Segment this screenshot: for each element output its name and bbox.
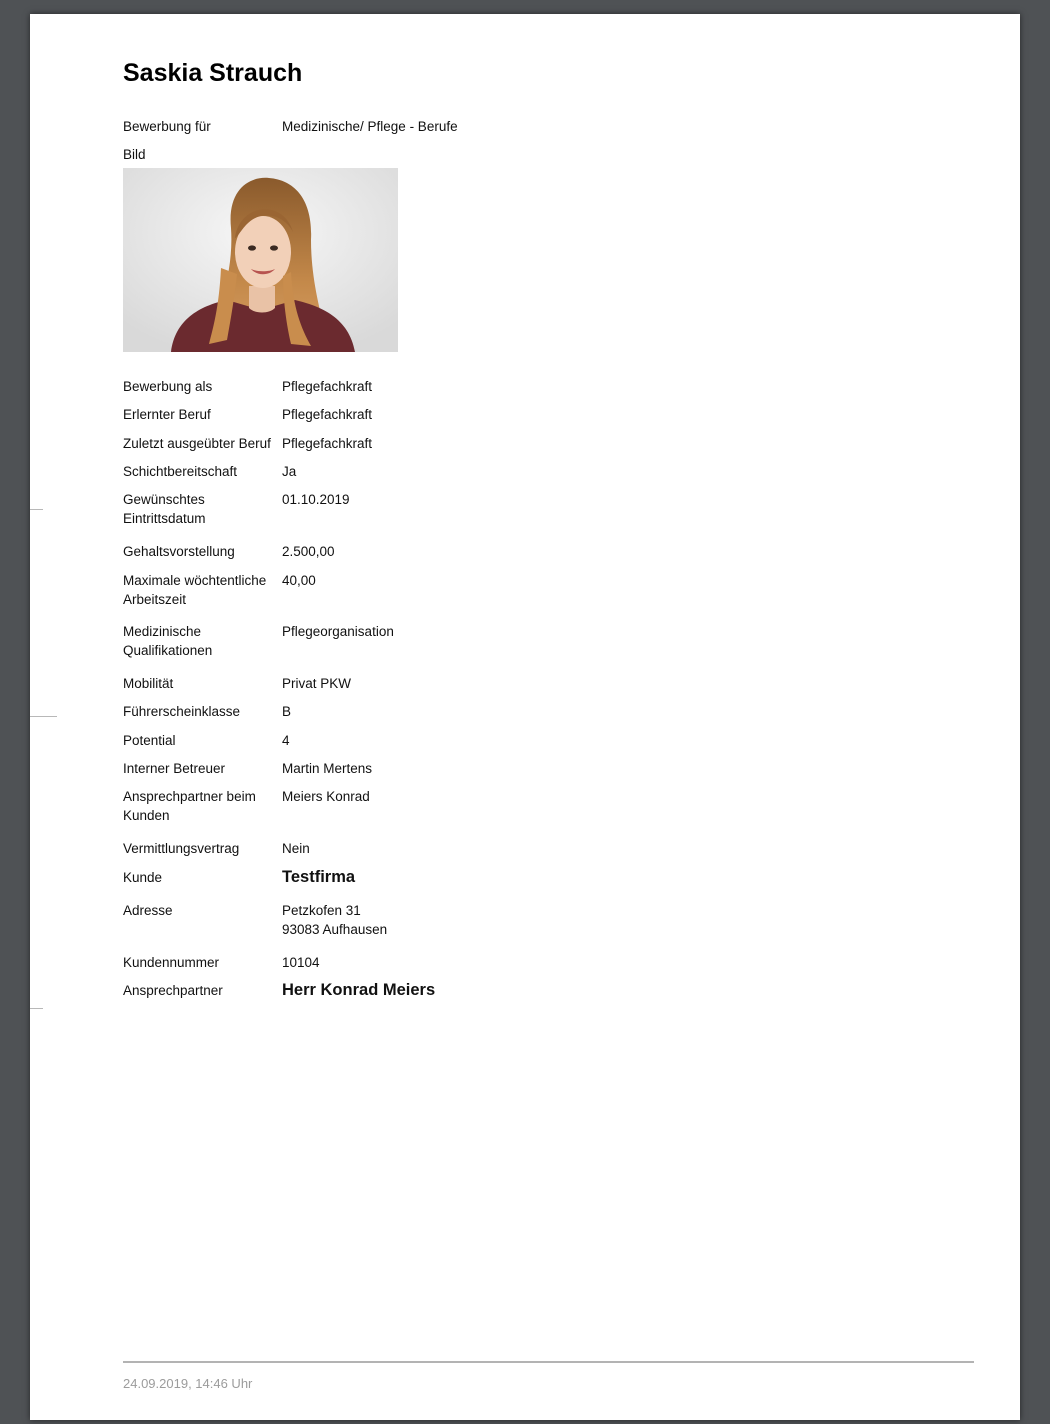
field-value: Privat PKW bbox=[282, 676, 352, 691]
footer-timestamp: 24.09.2019, 14:46 Uhr bbox=[123, 1376, 253, 1391]
field-value: 40,00 bbox=[282, 573, 316, 588]
field-value: Martin Mertens bbox=[282, 761, 373, 776]
field-value: Medizinische/ Pflege - Berufe bbox=[282, 119, 458, 134]
address-city: 93083 Aufhausen bbox=[282, 922, 388, 937]
field-value: Ja bbox=[282, 464, 297, 479]
address-street: Petzkofen 31 bbox=[282, 903, 361, 918]
field-label: Adresse bbox=[123, 903, 173, 918]
field-label bbox=[123, 622, 273, 660]
field-value: 10104 bbox=[282, 955, 320, 970]
field-label-line: Medizinische bbox=[123, 624, 202, 639]
field-label: Potential bbox=[123, 733, 176, 748]
field-value bbox=[282, 901, 387, 939]
field-label: Erlernter Beruf bbox=[123, 407, 211, 422]
field-label: Mobilität bbox=[123, 676, 174, 691]
crop-mark bbox=[30, 509, 43, 510]
field-value: 01.10.2019 bbox=[282, 492, 350, 507]
field-label bbox=[123, 490, 273, 528]
document-page bbox=[30, 14, 1020, 1420]
field-label bbox=[123, 571, 273, 609]
field-value: 4 bbox=[282, 733, 290, 748]
field-label: Zuletzt ausgeübter Beruf bbox=[123, 436, 271, 451]
field-label: Bewerbung als bbox=[123, 379, 213, 394]
field-value: Meiers Konrad bbox=[282, 789, 370, 804]
customer-name: Testfirma bbox=[282, 868, 356, 886]
crop-mark bbox=[30, 1008, 43, 1009]
field-label-line: Kunden bbox=[123, 808, 170, 823]
field-label: Gehaltsvorstellung bbox=[123, 544, 235, 559]
field-value: Pflegefachkraft bbox=[282, 407, 373, 422]
field-label: Kunde bbox=[123, 870, 163, 885]
field-value: B bbox=[282, 704, 292, 719]
field-label: Bewerbung für bbox=[123, 119, 211, 134]
field-label: Bild bbox=[123, 147, 146, 162]
page-title: Saskia Strauch bbox=[123, 59, 303, 87]
field-value: Nein bbox=[282, 841, 310, 856]
field-label: Interner Betreuer bbox=[123, 761, 226, 776]
field-label-line: Qualifikationen bbox=[123, 643, 213, 658]
field-label: Kundennummer bbox=[123, 955, 220, 970]
field-label-line: Eintrittsdatum bbox=[123, 511, 206, 526]
field-label bbox=[123, 787, 273, 825]
field-label-line: Ansprechpartner beim bbox=[123, 789, 256, 804]
applicant-photo bbox=[123, 168, 398, 352]
field-label-line: Maximale wöchtentliche bbox=[123, 573, 267, 588]
field-label: Führerscheinklasse bbox=[123, 704, 241, 719]
contact-person-name: Herr Konrad Meiers bbox=[282, 981, 436, 999]
field-label: Ansprechpartner bbox=[123, 983, 223, 998]
field-value: 2.500,00 bbox=[282, 544, 335, 559]
crop-mark bbox=[30, 716, 57, 717]
field-label-line: Gewünschtes bbox=[123, 492, 205, 507]
field-label: Vermittlungsvertrag bbox=[123, 841, 240, 856]
field-label-line: Arbeitszeit bbox=[123, 592, 187, 607]
field-value: Pflegefachkraft bbox=[282, 379, 373, 394]
portrait-image bbox=[123, 168, 398, 352]
field-value: Pflegefachkraft bbox=[282, 436, 373, 451]
footer-divider bbox=[123, 1361, 974, 1363]
field-label: Schichtbereitschaft bbox=[123, 464, 238, 479]
field-value: Pflegeorganisation bbox=[282, 624, 394, 639]
